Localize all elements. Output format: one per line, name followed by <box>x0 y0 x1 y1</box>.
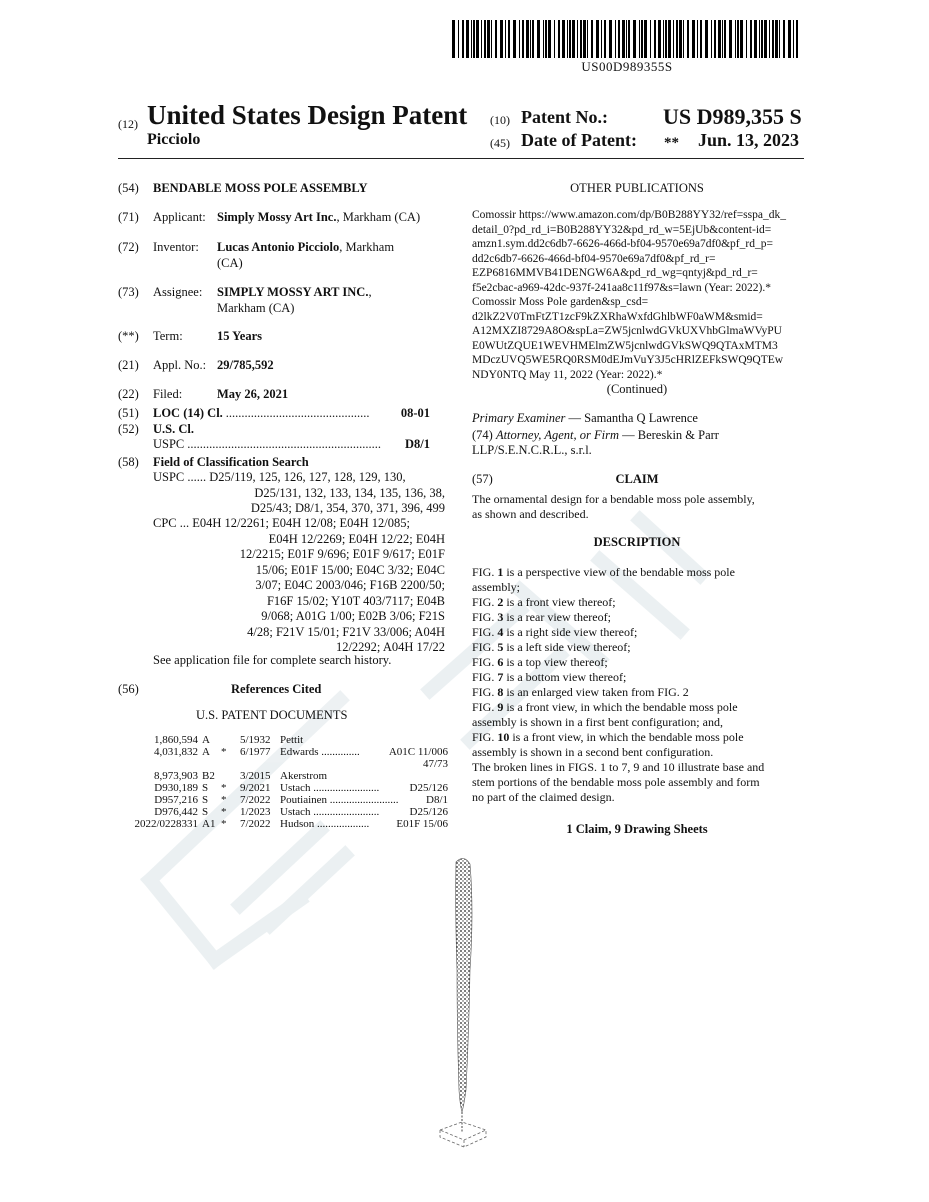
applicant-value: Simply Mossy Art Inc., Markham (CA) <box>217 210 421 224</box>
text-line: E04H 12/2269; E04H 12/22; E04H <box>268 531 445 546</box>
barcode-bar <box>580 20 582 58</box>
barcode-bar <box>567 20 568 58</box>
description-text <box>472 565 802 805</box>
reference-kind: B2 <box>202 770 215 782</box>
barcode-bar <box>683 20 684 58</box>
barcode-bar <box>596 20 599 58</box>
description-line: FIG. 9 is a front view, in which the bendable moss pole <box>472 700 738 714</box>
barcode-bar <box>668 20 671 58</box>
attorney-firm: LLP/S.E.N.C.R.L., s.r.l. <box>472 443 592 457</box>
reference-date: 7/2022 <box>240 794 271 806</box>
term-value: 15 Years <box>217 329 263 343</box>
assignee-value: SIMPLY MOSSY ART INC., Markham (CA) <box>217 285 372 315</box>
barcode-bar <box>530 20 531 58</box>
barcode-bar <box>779 20 780 58</box>
barcode-bar <box>569 20 571 58</box>
other-publications-head: OTHER PUBLICATIONS <box>570 181 704 195</box>
barcode-bar <box>737 20 739 58</box>
barcode-bar <box>639 20 640 58</box>
us-patent-docs-head: U.S. PATENT DOCUMENTS <box>196 708 348 722</box>
barcode-bar <box>735 20 736 58</box>
barcode-bar <box>622 20 625 58</box>
reference-row <box>118 818 448 830</box>
code-45: (45) <box>490 136 510 150</box>
description-line: FIG. 2 is a front view thereof; <box>472 595 616 609</box>
uspc-class-row: USPC .............................................................. D8/1 <box>153 437 430 451</box>
reference-cls: D25/126 <box>409 806 448 818</box>
text-line: 12/2292; A04H 17/22 <box>335 640 445 654</box>
text-line: 4/28; F21V 15/01; F21V 33/006; A04H <box>247 624 445 639</box>
description-line: The broken lines in FIGS. 1 to 7, 9 and 10 illustrate base and <box>472 760 765 774</box>
barcode-bar <box>746 20 747 58</box>
reference-name: Ustach ........................ <box>280 782 380 794</box>
barcode-bar <box>654 20 656 58</box>
barcode-bar <box>458 20 459 58</box>
code-21: (21) <box>118 358 139 372</box>
publication-line: dd2c6db7-6626-466d-bf04-9570e69a7df0&pf_rd_r= <box>472 252 716 265</box>
patent-date: Jun. 13, 2023 <box>698 130 800 150</box>
description-line: FIG. 10 is a front view, in which the bendable moss pole <box>472 730 744 744</box>
reference-date: 7/2022 <box>240 818 271 830</box>
barcode-bar <box>679 20 682 58</box>
barcode-bar <box>487 20 490 58</box>
reference-date: 1/2023 <box>240 806 271 818</box>
barcode-bar <box>545 20 547 58</box>
reference-kind: S <box>202 806 209 818</box>
reference-star: * <box>221 794 227 806</box>
field-search-cpc <box>153 516 445 656</box>
barcode-bar <box>554 20 555 58</box>
references-cited-label: References Cited <box>231 682 322 696</box>
barcode-bar <box>673 20 674 58</box>
barcode-bar <box>705 20 708 58</box>
assignee-label: Assignee: <box>153 285 203 299</box>
barcode-bar <box>658 20 661 58</box>
barcode-bar <box>783 20 785 58</box>
barcode-bar <box>750 20 752 58</box>
reference-num: 2022/0228331 <box>134 818 198 830</box>
reference-row <box>118 806 448 818</box>
reference-date: 3/2015 <box>240 770 271 782</box>
barcode-bar <box>714 20 716 58</box>
barcode-bar <box>484 20 486 58</box>
code-72: (72) <box>118 240 139 254</box>
reference-kind: S <box>202 794 209 806</box>
attorney-line: (74) Attorney, Agent, or Firm — Bereskin & Parr <box>472 428 719 442</box>
reference-num: D930,189 <box>154 782 198 794</box>
reference-row <box>118 746 448 758</box>
publication-line: amzn1.sym.dd2c6db7-6626-466d-bf04-9570e69a7df0&pf_rd_p= <box>472 238 773 250</box>
barcode-bar <box>641 20 643 58</box>
barcode-bar <box>775 20 778 58</box>
reference-date: 6/1977 <box>240 746 271 758</box>
header-rule <box>118 158 804 159</box>
reference-name: Hudson ................... <box>280 818 370 830</box>
references-table <box>118 734 448 830</box>
filed-label: Filed: <box>153 387 183 401</box>
continued-note: (Continued) <box>606 382 668 396</box>
barcode-bar <box>700 20 702 58</box>
barcode-bar <box>793 20 794 58</box>
reference-star: * <box>221 818 227 830</box>
barcode-bar <box>476 20 479 58</box>
barcode-bar <box>788 20 791 58</box>
description-line: assembly is shown in a second bent configuration. <box>472 745 714 759</box>
publication-line: NDY0NTQ May 11, 2022 (Year: 2022).* <box>472 368 663 381</box>
barcode-bar <box>711 20 712 58</box>
reference-num: D976,442 <box>154 806 198 818</box>
code-51: (51) <box>118 406 139 420</box>
barcode-bar <box>519 20 520 58</box>
reference-date: 9/2021 <box>240 782 271 794</box>
reference-num: 4,031,832 <box>154 746 198 758</box>
reference-date: 5/1932 <box>240 734 271 746</box>
publication-line: f5e2cbac-a969-42dc-937f-241aa8c11f97&s=lawn (Year: 2022).* <box>472 281 771 294</box>
publication-line: MDczUVQ5WE5RQ0RSM0dEJmVuY3J5cHRlZEFkSWQ9QTEw <box>472 354 784 366</box>
barcode-bar <box>759 20 760 58</box>
barcode-bar <box>500 20 503 58</box>
search-history-note: See application file for complete search history. <box>153 653 392 667</box>
code-73: (73) <box>118 285 139 299</box>
text-line: 15/06; E01F 15/00; E04C 3/32; E04C <box>255 562 445 577</box>
reference-star: * <box>221 806 227 818</box>
description-line: FIG. 8 is an enlarged view taken from FIG. 2 <box>472 685 689 699</box>
text-line: 3/07; E04C 2003/046; F16B 2200/50; <box>255 578 445 592</box>
barcode-bar <box>697 20 698 58</box>
description-line: FIG. 4 is a right side view thereof; <box>472 625 638 639</box>
barcode-bar <box>772 20 774 58</box>
text-line: USPC ...... D25/119, 125, 126, 127, 128, 129, 130, <box>153 470 406 484</box>
barcode-bar <box>526 20 529 58</box>
inventor-label: Inventor: <box>153 240 199 254</box>
text-line: F16F 15/02; Y10T 403/7117; E04B <box>266 593 445 608</box>
reference-kind: S <box>202 782 209 794</box>
patent-type-title: United States Design Patent <box>147 100 468 130</box>
other-publications-text <box>472 208 802 382</box>
barcode-bar <box>587 20 588 58</box>
reference-cls: D25/126 <box>409 782 448 794</box>
description-line: FIG. 1 is a perspective view of the bendable moss pole <box>472 565 735 579</box>
barcode-bar <box>796 20 798 58</box>
barcode-number: US00D989355S <box>581 59 673 74</box>
code-57: (57) <box>472 472 493 486</box>
barcode-bar <box>615 20 616 58</box>
barcode-bar <box>583 20 586 58</box>
barcode-bar <box>558 20 560 58</box>
barcode-bar <box>692 20 695 58</box>
us-cl-label: U.S. Cl. <box>153 422 194 436</box>
inventor-surname: Picciolo <box>147 131 201 148</box>
publication-line: d2lkZ2V0TmFtZT1zcF9kZXRhaWxfdGhlbWF0aWM&smid= <box>472 310 763 323</box>
barcode-bar <box>495 20 497 58</box>
reference-row <box>118 782 448 794</box>
moss-pole-figure <box>420 850 510 1150</box>
code-12: (12) <box>118 117 138 131</box>
barcode-bar <box>633 20 636 58</box>
reference-star: * <box>221 782 227 794</box>
applicant-label: Applicant: <box>153 210 206 224</box>
reference-name: Poutiainen ......................... <box>280 794 399 806</box>
barcode-bar <box>591 20 593 58</box>
publication-line: EZP6816MMVB41DENGW6A&pd_rd_wg=qntyj&pd_rd_r= <box>472 267 758 279</box>
code-71: (71) <box>118 210 139 224</box>
description-line: no part of the claimed design. <box>472 790 615 804</box>
description-line: FIG. 5 is a left side view thereof; <box>472 640 631 654</box>
patent-number: US D989,355 S <box>663 104 802 129</box>
text-line: CPC ... E04H 12/2261; E04H 12/08; E04H 12/085; <box>153 516 410 530</box>
reference-name: Ustach ........................ <box>280 806 380 818</box>
text-line: D25/43; D8/1, 354, 370, 371, 396, 499 <box>250 501 445 515</box>
barcode-bar <box>481 20 482 58</box>
reference-name: Edwards .............. <box>280 746 360 758</box>
publication-line: A12MXZI8729A8O&spLa=ZW5jcnlwdGVkUXVhbGlmaWVyPU <box>472 325 782 337</box>
description-line: FIG. 6 is a top view thereof; <box>472 655 608 669</box>
barcode-bar <box>462 20 464 58</box>
barcode-bar <box>665 20 667 58</box>
barcode-bar <box>663 20 664 58</box>
date-stars: ** <box>664 135 679 151</box>
barcode-bar <box>628 20 630 58</box>
description-line: stem portions of the bendable moss pole assembly and form <box>472 775 760 789</box>
description-line: FIG. 3 is a rear view thereof; <box>472 610 611 624</box>
patent-no-label: Patent No.: <box>521 107 608 127</box>
barcode-bar <box>650 20 651 58</box>
text-line: 12/2215; E01F 9/696; E01F 9/617; E01F <box>239 547 445 561</box>
description-line: FIG. 7 is a bottom view thereof; <box>472 670 627 684</box>
barcode-bar <box>562 20 565 58</box>
barcode-bar <box>676 20 678 58</box>
barcode-bar <box>729 20 732 58</box>
reference-row <box>118 734 448 746</box>
term-label: Term: <box>153 329 183 343</box>
code-54: (54) <box>118 181 139 195</box>
reference-kind: A <box>202 734 210 746</box>
text-line: D25/131, 132, 133, 134, 135, 136, 38, <box>254 485 445 500</box>
appl-no-label: Appl. No.: <box>153 358 207 372</box>
reference-num: 1,860,594 <box>154 734 198 746</box>
code-58: (58) <box>118 455 139 469</box>
publication-line: Comossir Moss Pole garden&sp_csd= <box>472 296 649 308</box>
reference-name: Pettit <box>280 734 304 746</box>
inventor-value: Lucas Antonio Picciolo, Markham (CA) <box>217 240 395 270</box>
claim-text-1: The ornamental design for a bendable moss pole assembly, <box>472 492 755 506</box>
barcode <box>452 20 802 58</box>
barcode-bar <box>491 20 492 58</box>
barcode-bar <box>761 20 763 58</box>
barcode-bar <box>548 20 551 58</box>
claim-head: CLAIM <box>615 472 659 486</box>
loc-class-row: LOC (14) Cl. .............................................. 08-01 <box>153 406 430 420</box>
publication-line: E0WUtZQUE1WEVHMElmZW5jcnlwdGVkSWQ9QTAxMTM3 <box>472 339 778 352</box>
code-52: (52) <box>118 422 139 436</box>
barcode-bar <box>687 20 689 58</box>
reference-num: 8,973,903 <box>154 770 198 782</box>
publication-line: Comossir https://www.amazon.com/dp/B0B288YY32/ref=sspa_dk_ <box>472 209 786 221</box>
description-line: assembly is shown in a first bent configuration; and, <box>472 715 723 729</box>
barcode-bar <box>754 20 757 58</box>
barcode-bar <box>532 20 534 58</box>
text-line: 9/068; A01G 1/00; E02B 3/06; F21S <box>261 609 445 623</box>
code-10: (10) <box>490 113 510 127</box>
reference-cls: D8/1 <box>426 794 448 806</box>
primary-examiner: Primary Examiner — Samantha Q Lawrence <box>472 411 698 425</box>
code-term: (**) <box>118 329 139 343</box>
barcode-bar <box>722 20 723 58</box>
barcode-bar <box>543 20 544 58</box>
barcode-bar <box>466 20 469 58</box>
barcode-bar <box>452 20 455 58</box>
barcode-bar <box>513 20 516 58</box>
reference-kind: A1 <box>202 818 216 830</box>
description-line: assembly; <box>472 580 520 594</box>
barcode-bar <box>522 20 524 58</box>
appl-no-value: 29/785,592 <box>217 358 274 372</box>
barcode-bar <box>473 20 475 58</box>
barcode-bar <box>724 20 726 58</box>
reference-name: Akerstrom <box>280 770 328 782</box>
barcode-bar <box>572 20 575 58</box>
barcode-bar <box>508 20 510 58</box>
date-label: Date of Patent: <box>521 130 637 150</box>
filed-value: May 26, 2021 <box>217 387 289 401</box>
barcode-bar <box>505 20 506 58</box>
barcode-bar <box>577 20 578 58</box>
barcode-bar <box>618 20 620 58</box>
reference-cls: 47/73 <box>422 758 448 770</box>
reference-star: * <box>221 746 227 758</box>
design-title: BENDABLE MOSS POLE ASSEMBLY <box>153 181 368 195</box>
reference-cls: A01C 11/006 <box>388 746 448 758</box>
field-search-label: Field of Classification Search <box>153 455 309 469</box>
description-head: DESCRIPTION <box>593 535 681 549</box>
code-56: (56) <box>118 682 139 696</box>
barcode-bar <box>764 20 767 58</box>
reference-kind: A <box>202 746 210 758</box>
reference-num: D957,216 <box>154 794 198 806</box>
barcode-bar <box>718 20 721 58</box>
code-22: (22) <box>118 387 139 401</box>
reference-row <box>118 758 448 770</box>
reference-cls: E01F 15/06 <box>396 818 448 830</box>
barcode-bar <box>537 20 540 58</box>
claims-sheets-count: 1 Claim, 9 Drawing Sheets <box>566 822 708 836</box>
field-search-uspc <box>153 470 445 517</box>
barcode-bar <box>644 20 647 58</box>
barcode-bar <box>601 20 602 58</box>
barcode-bar <box>626 20 627 58</box>
reference-row <box>118 794 448 806</box>
barcode-bar <box>471 20 472 58</box>
barcode-bar <box>609 20 612 58</box>
barcode-bar <box>769 20 770 58</box>
barcode-bar <box>604 20 606 58</box>
barcode-bar <box>740 20 743 58</box>
publication-line: detail_0?pd_rd_i=B0B288YY32&pd_rd_w=5EjUb&content-id= <box>472 223 772 236</box>
reference-row <box>118 770 448 782</box>
claim-text-2: as shown and described. <box>472 507 589 521</box>
